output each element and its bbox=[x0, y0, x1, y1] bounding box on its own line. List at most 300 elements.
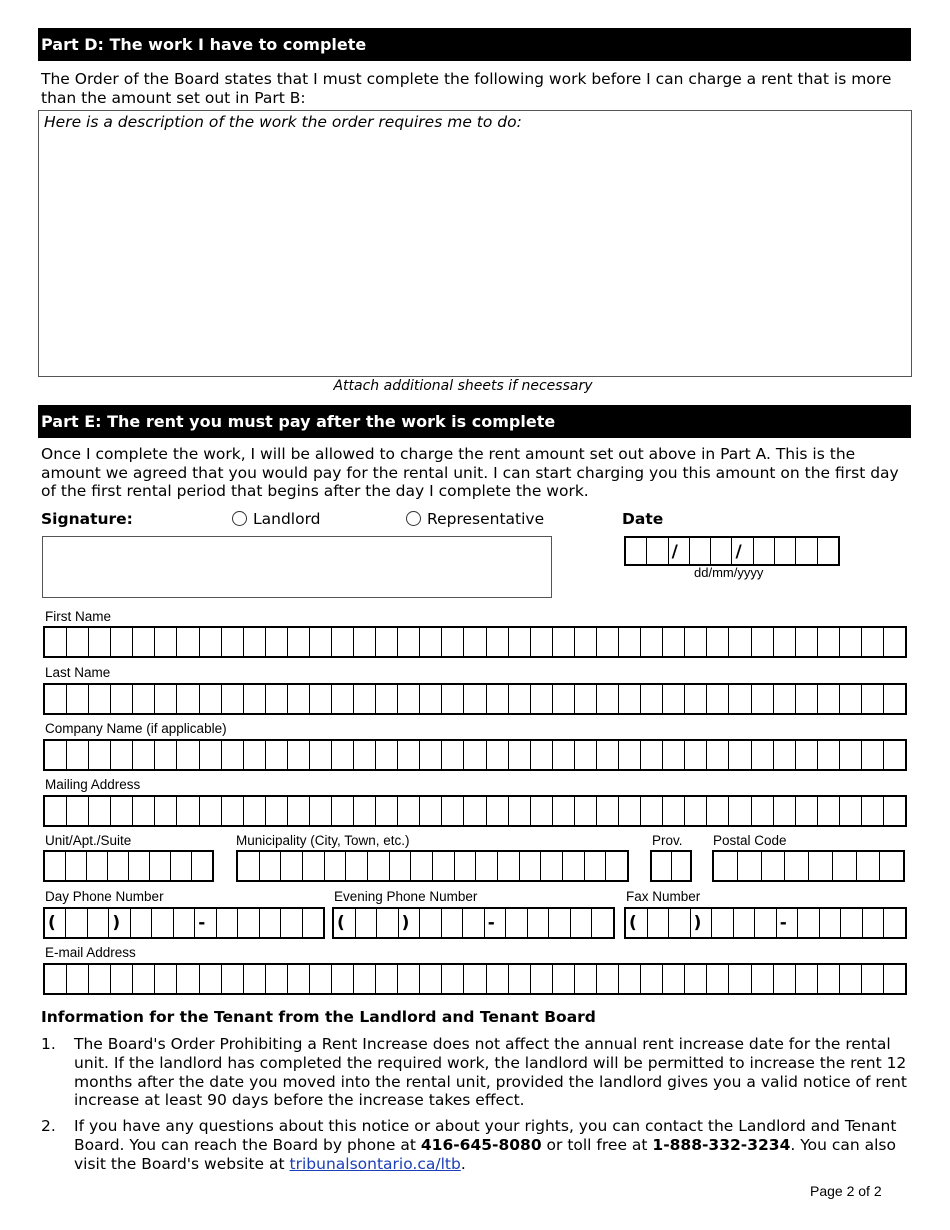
input-cell bbox=[641, 628, 663, 656]
input-cell bbox=[442, 685, 464, 713]
input-cell bbox=[108, 852, 129, 880]
input-cell bbox=[463, 909, 485, 937]
input-cell bbox=[288, 965, 310, 993]
input-cell bbox=[45, 852, 66, 880]
input-cell bbox=[752, 797, 774, 825]
input-cell bbox=[133, 685, 155, 713]
input-cell bbox=[442, 965, 464, 993]
input-cell bbox=[541, 852, 563, 880]
input-cell bbox=[376, 797, 398, 825]
landlord-radio-label: Landlord bbox=[253, 510, 321, 528]
input-cell bbox=[729, 628, 751, 656]
work-description-field[interactable] bbox=[38, 110, 912, 377]
input-cell bbox=[266, 741, 288, 769]
input-cell bbox=[398, 685, 420, 713]
input-cell bbox=[67, 628, 89, 656]
input-cell bbox=[376, 685, 398, 713]
input-cell: ) bbox=[109, 909, 130, 937]
input-cell bbox=[131, 909, 152, 937]
input-cell bbox=[111, 741, 133, 769]
input-cell bbox=[685, 741, 707, 769]
input-cell bbox=[531, 797, 553, 825]
input-cell bbox=[433, 852, 455, 880]
input-cell bbox=[67, 797, 89, 825]
input-cell bbox=[177, 628, 199, 656]
input-cell bbox=[111, 797, 133, 825]
input-cell bbox=[222, 741, 244, 769]
input-cell bbox=[420, 741, 442, 769]
input-cell bbox=[575, 797, 597, 825]
input-cell bbox=[260, 852, 282, 880]
input-cell bbox=[774, 741, 796, 769]
input-cell bbox=[442, 797, 464, 825]
date-label: Date bbox=[622, 510, 664, 528]
input-cell bbox=[89, 741, 111, 769]
input-cell bbox=[707, 741, 729, 769]
landlord-radio[interactable] bbox=[232, 510, 321, 528]
input-cell bbox=[597, 741, 619, 769]
day-phone-field[interactable] bbox=[43, 907, 325, 939]
input-cell bbox=[619, 685, 641, 713]
input-cell bbox=[862, 741, 884, 769]
input-cell bbox=[619, 965, 641, 993]
input-cell bbox=[575, 685, 597, 713]
input-cell bbox=[575, 965, 597, 993]
input-cell bbox=[531, 965, 553, 993]
list-text: If you have any questions about this notice or about your rights, you can contact the Landlord and Tenant Board. You can reach the Board by phone at 416-645-8080 or toll free at 1-888-332-3234. You can also visit the Board's website at tribunalsontario.ca/ltb. bbox=[74, 1117, 897, 1173]
email-field[interactable] bbox=[43, 963, 907, 995]
input-cell bbox=[238, 909, 259, 937]
input-cell bbox=[67, 685, 89, 713]
input-cell bbox=[442, 909, 464, 937]
input-cell bbox=[752, 965, 774, 993]
input-cell bbox=[281, 852, 303, 880]
input-cell bbox=[354, 797, 376, 825]
input-cell bbox=[398, 797, 420, 825]
input-cell bbox=[171, 852, 192, 880]
input-cell bbox=[155, 797, 177, 825]
page-number: Page 2 of 2 bbox=[810, 1183, 882, 1199]
input-cell bbox=[487, 685, 509, 713]
representative-radio[interactable] bbox=[406, 510, 544, 528]
input-cell: - bbox=[777, 909, 799, 937]
fax-label: Fax Number bbox=[626, 889, 701, 904]
input-cell: - bbox=[195, 909, 216, 937]
input-cell bbox=[368, 852, 390, 880]
input-cell bbox=[641, 741, 663, 769]
input-cell bbox=[45, 628, 67, 656]
input-cell bbox=[222, 965, 244, 993]
input-cell bbox=[498, 852, 520, 880]
input-cell bbox=[712, 909, 734, 937]
mailing-address-field[interactable] bbox=[43, 795, 907, 827]
evening-phone-label: Evening Phone Number bbox=[334, 889, 478, 904]
input-cell bbox=[641, 685, 663, 713]
input-cell bbox=[531, 741, 553, 769]
input-cell bbox=[549, 909, 571, 937]
input-cell bbox=[738, 852, 762, 880]
input-cell bbox=[244, 741, 266, 769]
toll-free-phone: 1-888-332-3234 bbox=[652, 1135, 791, 1154]
input-cell bbox=[238, 852, 260, 880]
input-cell bbox=[729, 741, 751, 769]
mailing-address-label: Mailing Address bbox=[45, 777, 141, 792]
evening-phone-field[interactable] bbox=[332, 907, 615, 939]
input-cell bbox=[752, 628, 774, 656]
input-cell bbox=[840, 965, 862, 993]
input-cell bbox=[87, 852, 108, 880]
input-cell bbox=[509, 741, 531, 769]
input-cell bbox=[354, 628, 376, 656]
input-cell bbox=[420, 628, 442, 656]
input-cell bbox=[111, 628, 133, 656]
input-cell bbox=[663, 965, 685, 993]
input-cell bbox=[420, 797, 442, 825]
input-cell bbox=[442, 741, 464, 769]
input-cell bbox=[487, 965, 509, 993]
date-slash: / bbox=[732, 538, 753, 564]
input-cell bbox=[685, 965, 707, 993]
input-cell bbox=[244, 628, 266, 656]
input-cell bbox=[553, 797, 575, 825]
input-cell bbox=[840, 741, 862, 769]
input-cell bbox=[528, 909, 550, 937]
input-cell bbox=[89, 628, 111, 656]
board-website-link[interactable]: tribunalsontario.ca/ltb bbox=[289, 1154, 461, 1173]
input-cell: ) bbox=[399, 909, 421, 937]
input-cell: - bbox=[485, 909, 507, 937]
province-field[interactable] bbox=[650, 850, 692, 882]
input-cell bbox=[669, 909, 691, 937]
input-cell bbox=[663, 628, 685, 656]
municipality-field[interactable] bbox=[236, 850, 629, 882]
input-cell bbox=[303, 909, 323, 937]
input-cell bbox=[420, 909, 442, 937]
input-cell bbox=[641, 965, 663, 993]
input-cell bbox=[354, 741, 376, 769]
input-cell bbox=[464, 741, 486, 769]
input-cell bbox=[796, 797, 818, 825]
province-label: Prov. bbox=[652, 833, 683, 848]
input-cell bbox=[177, 741, 199, 769]
input-cell bbox=[685, 628, 707, 656]
input-cell bbox=[619, 628, 641, 656]
input-cell bbox=[809, 852, 833, 880]
input-cell bbox=[133, 628, 155, 656]
company-name-label: Company Name (if applicable) bbox=[45, 721, 227, 736]
input-cell bbox=[818, 741, 840, 769]
fax-field[interactable] bbox=[624, 907, 907, 939]
input-cell bbox=[390, 852, 412, 880]
input-cell bbox=[553, 965, 575, 993]
input-cell bbox=[67, 965, 89, 993]
input-cell bbox=[734, 909, 756, 937]
input-cell bbox=[506, 909, 528, 937]
input-cell bbox=[714, 852, 738, 880]
input-cell bbox=[729, 797, 751, 825]
input-cell bbox=[288, 685, 310, 713]
input-cell bbox=[833, 852, 857, 880]
input-cell bbox=[310, 797, 332, 825]
input-cell bbox=[420, 685, 442, 713]
list-item bbox=[41, 1035, 914, 1111]
input-cell bbox=[155, 628, 177, 656]
input-cell bbox=[663, 685, 685, 713]
input-cell bbox=[641, 797, 663, 825]
input-cell bbox=[244, 685, 266, 713]
input-cell bbox=[266, 685, 288, 713]
input-cell bbox=[884, 797, 905, 825]
input-cell bbox=[222, 628, 244, 656]
input-cell bbox=[575, 628, 597, 656]
input-cell bbox=[67, 741, 89, 769]
input-cell bbox=[332, 685, 354, 713]
input-cell bbox=[200, 797, 222, 825]
input-cell bbox=[260, 909, 281, 937]
input-cell bbox=[411, 852, 433, 880]
input-cell bbox=[619, 741, 641, 769]
input-cell bbox=[509, 797, 531, 825]
list-item bbox=[41, 1117, 914, 1177]
input-cell bbox=[310, 965, 332, 993]
input-cell bbox=[133, 965, 155, 993]
input-cell bbox=[563, 852, 585, 880]
input-cell bbox=[281, 909, 302, 937]
input-cell bbox=[752, 685, 774, 713]
input-cell bbox=[648, 909, 670, 937]
input-cell bbox=[884, 909, 905, 937]
input-cell bbox=[45, 685, 67, 713]
first-name-field[interactable] bbox=[43, 626, 907, 658]
input-cell bbox=[464, 628, 486, 656]
input-cell bbox=[155, 965, 177, 993]
input-cell bbox=[663, 797, 685, 825]
input-cell bbox=[455, 852, 477, 880]
input-cell bbox=[346, 852, 368, 880]
postal-code-label: Postal Code bbox=[713, 833, 787, 848]
input-cell bbox=[619, 797, 641, 825]
list-text: The Board's Order Prohibiting a Rent Increase does not affect the annual rent increase date for the rental unit. If the landlord has completed the required work, the landlord will be permitted to increase the rent 12 months after the date you moved into the rental unit, provided the landlord gives you a valid notice of rent increase at least 90 days before the increase takes effect. bbox=[74, 1035, 907, 1110]
input-cell bbox=[464, 797, 486, 825]
list-number: 2. bbox=[41, 1117, 56, 1135]
input-cell bbox=[376, 741, 398, 769]
input-cell: ( bbox=[334, 909, 356, 937]
input-cell bbox=[222, 797, 244, 825]
input-cell bbox=[177, 797, 199, 825]
input-cell bbox=[862, 685, 884, 713]
input-cell bbox=[376, 965, 398, 993]
input-cell bbox=[217, 909, 238, 937]
input-cell bbox=[840, 628, 862, 656]
input-cell bbox=[89, 797, 111, 825]
input-cell bbox=[398, 965, 420, 993]
input-cell bbox=[200, 965, 222, 993]
input-cell bbox=[729, 965, 751, 993]
input-cell bbox=[774, 628, 796, 656]
input-cell bbox=[442, 628, 464, 656]
input-cell bbox=[332, 628, 354, 656]
input-cell bbox=[487, 628, 509, 656]
representative-radio-label: Representative bbox=[427, 510, 545, 528]
input-cell bbox=[244, 797, 266, 825]
radio-circle-icon bbox=[232, 511, 247, 526]
input-cell bbox=[762, 852, 786, 880]
input-cell bbox=[818, 797, 840, 825]
input-cell bbox=[818, 685, 840, 713]
input-cell bbox=[796, 685, 818, 713]
input-cell bbox=[818, 628, 840, 656]
part-e-heading: Part E: The rent you must pay after the work is complete bbox=[38, 405, 911, 438]
input-cell bbox=[177, 965, 199, 993]
input-cell bbox=[310, 741, 332, 769]
input-cell bbox=[862, 797, 884, 825]
input-cell bbox=[155, 741, 177, 769]
input-cell bbox=[152, 909, 173, 937]
input-cell bbox=[487, 741, 509, 769]
part-d-heading: Part D: The work I have to complete bbox=[38, 28, 911, 61]
input-cell bbox=[707, 965, 729, 993]
input-cell bbox=[672, 852, 691, 880]
list-number: 1. bbox=[41, 1035, 56, 1053]
input-cell bbox=[707, 685, 729, 713]
signature-field[interactable] bbox=[42, 536, 552, 598]
input-cell bbox=[884, 741, 905, 769]
input-cell: ) bbox=[691, 909, 713, 937]
input-cell bbox=[509, 965, 531, 993]
first-name-label: First Name bbox=[45, 609, 112, 624]
input-cell bbox=[752, 741, 774, 769]
input-cell bbox=[774, 797, 796, 825]
input-cell bbox=[880, 852, 903, 880]
postal-code-field[interactable] bbox=[712, 850, 905, 882]
board-phone: 416-645-8080 bbox=[420, 1135, 542, 1154]
input-cell: ( bbox=[45, 909, 66, 937]
input-cell bbox=[244, 965, 266, 993]
input-cell bbox=[707, 797, 729, 825]
part-e-text: Once I complete the work, I will be allowed to charge the rent amount set out above in Part A. This is the amount we agreed that you would pay for the rental unit. I can start charging you this amount on the first day of the first rental period that begins after the day I complete the work. bbox=[41, 445, 899, 500]
input-cell bbox=[222, 685, 244, 713]
input-cell bbox=[884, 685, 905, 713]
input-cell bbox=[729, 685, 751, 713]
input-cell bbox=[841, 909, 863, 937]
company-name-field[interactable] bbox=[43, 739, 907, 771]
input-cell bbox=[663, 741, 685, 769]
input-cell bbox=[200, 741, 222, 769]
input-cell bbox=[707, 628, 729, 656]
input-cell bbox=[377, 909, 399, 937]
input-cell bbox=[325, 852, 347, 880]
attach-sheets-note: Attach additional sheets if necessary bbox=[333, 378, 593, 394]
input-cell bbox=[685, 685, 707, 713]
input-cell bbox=[818, 965, 840, 993]
input-cell bbox=[66, 909, 87, 937]
input-cell bbox=[571, 909, 593, 937]
input-cell bbox=[597, 685, 619, 713]
input-cell bbox=[266, 628, 288, 656]
input-cell bbox=[420, 965, 442, 993]
input-cell bbox=[487, 797, 509, 825]
input-cell bbox=[597, 628, 619, 656]
input-cell bbox=[840, 797, 862, 825]
input-cell bbox=[310, 628, 332, 656]
date-field[interactable] bbox=[624, 536, 840, 566]
input-cell bbox=[89, 685, 111, 713]
input-cell bbox=[354, 685, 376, 713]
input-cell bbox=[192, 852, 212, 880]
last-name-label: Last Name bbox=[45, 665, 111, 680]
input-cell bbox=[884, 628, 905, 656]
input-cell: ( bbox=[626, 909, 648, 937]
input-cell bbox=[88, 909, 109, 937]
input-cell bbox=[597, 797, 619, 825]
input-cell bbox=[398, 741, 420, 769]
input-cell bbox=[755, 909, 777, 937]
input-cell bbox=[45, 965, 67, 993]
input-cell bbox=[332, 797, 354, 825]
input-cell bbox=[133, 797, 155, 825]
input-cell bbox=[509, 628, 531, 656]
input-cell bbox=[575, 741, 597, 769]
input-cell bbox=[303, 852, 325, 880]
input-cell bbox=[45, 797, 67, 825]
input-cell bbox=[177, 685, 199, 713]
work-description-prompt: Here is a description of the work the order requires me to do: bbox=[44, 113, 522, 131]
input-cell bbox=[45, 741, 67, 769]
input-cell bbox=[174, 909, 195, 937]
input-cell bbox=[796, 628, 818, 656]
input-cell bbox=[476, 852, 498, 880]
input-cell bbox=[356, 909, 378, 937]
input-cell bbox=[129, 852, 150, 880]
unit-field[interactable] bbox=[43, 850, 214, 882]
input-cell bbox=[553, 741, 575, 769]
input-cell bbox=[685, 797, 707, 825]
input-cell bbox=[840, 685, 862, 713]
signature-label: Signature: bbox=[41, 510, 133, 528]
date-slash: / bbox=[669, 538, 690, 564]
input-cell bbox=[155, 685, 177, 713]
input-cell bbox=[520, 852, 542, 880]
input-cell bbox=[796, 965, 818, 993]
input-cell bbox=[310, 685, 332, 713]
input-cell bbox=[111, 965, 133, 993]
input-cell bbox=[585, 852, 607, 880]
email-label: E-mail Address bbox=[45, 945, 136, 960]
input-cell bbox=[553, 685, 575, 713]
input-cell bbox=[288, 797, 310, 825]
date-format-hint: dd/mm/yyyy bbox=[694, 565, 764, 580]
input-cell bbox=[398, 628, 420, 656]
input-cell bbox=[531, 628, 553, 656]
input-cell bbox=[332, 965, 354, 993]
input-cell bbox=[597, 965, 619, 993]
last-name-field[interactable] bbox=[43, 683, 907, 715]
input-cell bbox=[288, 628, 310, 656]
input-cell bbox=[89, 965, 111, 993]
input-cell bbox=[862, 628, 884, 656]
input-cell bbox=[553, 628, 575, 656]
input-cell bbox=[592, 909, 613, 937]
input-cell bbox=[862, 965, 884, 993]
radio-circle-icon bbox=[406, 511, 421, 526]
input-cell bbox=[863, 909, 885, 937]
part-d-intro: The Order of the Board states that I must complete the following work before I can charge a rent that is more than the amount set out in Part B: bbox=[41, 70, 892, 107]
input-cell bbox=[531, 685, 553, 713]
input-cell bbox=[464, 685, 486, 713]
input-cell bbox=[857, 852, 881, 880]
input-cell bbox=[798, 909, 820, 937]
unit-label: Unit/Apt./Suite bbox=[45, 833, 132, 848]
